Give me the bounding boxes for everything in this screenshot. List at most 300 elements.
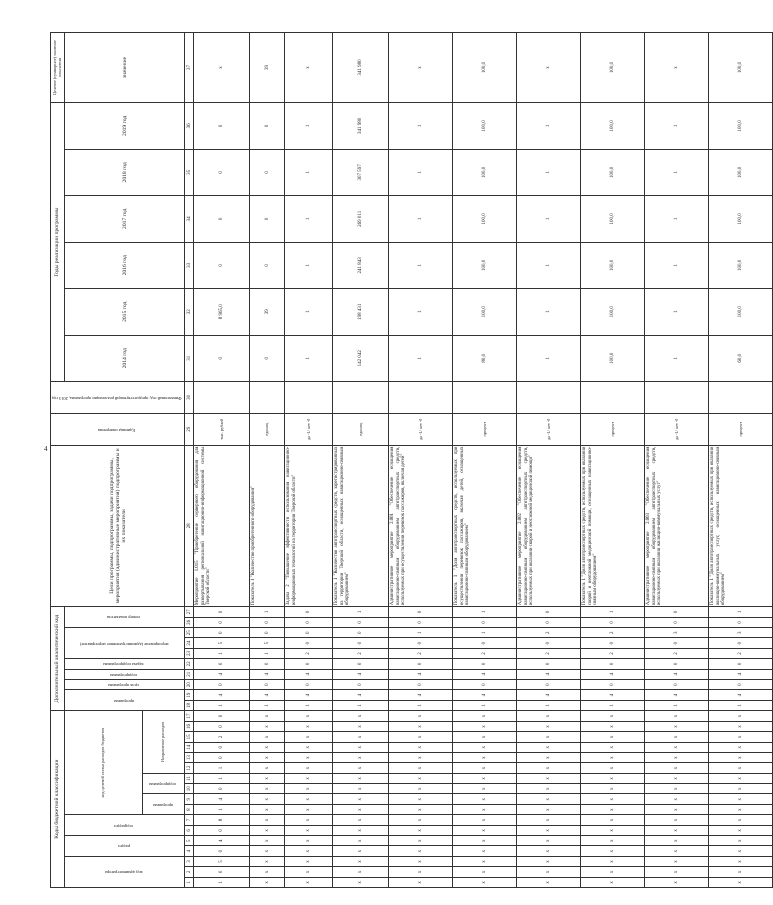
analytic-code-cell: 0 [581,638,645,648]
admin-code-header [65,856,185,887]
analytic-code-cell: 0 [389,617,453,627]
analytic-code-cell: 0 [581,659,645,669]
budget-code-cell: 0 [194,742,250,752]
budget-code-cell: х [645,877,709,887]
unit-header [51,413,185,445]
analytic-code-cell: 0 [250,628,285,638]
budget-code-cell: х [389,836,453,846]
unit-cell: да -1/ нет -0 [517,413,581,445]
budget-code-cell: х [285,752,333,762]
budget-code-cell: х [333,825,389,835]
budget-code-cell: х [453,867,517,877]
budget-code-cell: х [517,794,581,804]
year-value-cell: 100,0 [709,242,773,288]
analytic-code-cell: 0 [517,659,581,669]
column-number: 33 [185,242,194,288]
analytic-code-cell: 1 [517,700,581,710]
budget-code-cell: х [389,804,453,814]
budget-code-cell: х [333,763,389,773]
table-row [581,33,645,888]
target-value-header: Целевое (суммарное) значение показателя [51,33,65,103]
analytic-code-cell: 3 [709,628,773,638]
budget-code-cell: х [581,846,645,856]
year-value-cell: 1 [517,335,581,381]
analytic-code-cell: 4 [517,690,581,700]
column-number: 12 [185,763,194,773]
base-year-cell [389,382,453,414]
column-number: 9 [185,794,194,804]
budget-code-cell: х [581,732,645,742]
budget-code-cell: х [709,732,773,742]
column-number: 18 [185,700,194,710]
analytic-code-cell: 2 [517,628,581,638]
budget-code-cell: х [250,773,285,783]
event-header [65,628,185,659]
budget-code-cell: х [709,815,773,825]
year-value-cell: 1 [645,149,709,195]
budget-code-cell: 0 [194,752,250,762]
analytic-code-cell: 0 [453,638,517,648]
year-value-cell: 39 [250,289,285,335]
year-value-cell: 0 [194,149,250,195]
budget-code-cell: х [389,794,453,804]
analytic-code-cell: 4 [709,690,773,700]
budget-code-cell: х [285,804,333,814]
analytic-code-cell: 0 [389,638,453,648]
budget-code-cell: х [389,711,453,722]
column-number: 2 [185,867,194,877]
analytic-code-cell: 1 [453,700,517,710]
budget-code-cell: х [333,877,389,887]
budget-code-cell: х [453,742,517,752]
description-cell: Показатель 1 "Количество автотранспортных средств, зарегистрированных на территории Тверской области, оснащенных навигационно-связным оборудованием" [333,445,389,607]
budget-code-cell: х [285,836,333,846]
year-value-cell: 1 [517,149,581,195]
table-row [645,33,709,888]
budget-code-cell: х [333,794,389,804]
budget-code-cell: х [333,867,389,877]
budget-code-cell: х [389,763,453,773]
budget-code-cell: х [453,836,517,846]
analytic-code-cell: 1 [285,700,333,710]
year-value-cell: 8 965,0 [194,289,250,335]
year-value-cell: 1 [645,103,709,150]
budget-codes-header: Коды бюджетной классификации [51,711,65,888]
budget-code-cell: х [389,752,453,762]
target-value-cell: х [645,33,709,103]
analytic-code-cell: 0 [453,659,517,669]
budget-code-cell: х [285,773,333,783]
budget-code-cell: х [517,742,581,752]
description-cell: Административное мероприятие 2.002 "Обеспечение оснащения навигационно-связным оборудованием автотранспортных средств, используемых при оказании скорой и неотложной медицинской помощи" [517,445,581,607]
base-year-cell [250,382,285,414]
budget-code-cell: х [285,784,333,794]
budget-code-cell: х [389,846,453,856]
budget-code-cell: х [517,784,581,794]
year-value-cell: 100,0 [453,289,517,335]
column-number: 21 [185,669,194,679]
year-value-cell: 1 [389,103,453,150]
budget-code-cell: 1 [194,773,250,783]
year-value-cell: 341 980 [333,103,389,150]
analytic-code-cell: 1 [333,700,389,710]
analytic-code-cell: 4 [194,669,250,679]
analytic-code-cell: 0 [453,617,517,627]
analytic-code-cell: 0 [285,659,333,669]
column-number: 19 [185,690,194,700]
budget-code-cell: х [517,856,581,866]
analytic-code-cell: 1 [709,607,773,617]
target-value-cell: 100,0 [709,33,773,103]
year-value-cell: 142 042 [333,335,389,381]
analytic-code-cell: 4 [194,690,250,700]
table-row [453,33,517,888]
column-number: 34 [185,196,194,242]
unit-cell: процент [453,413,517,445]
budget-code-cell: х [389,732,453,742]
year-value-cell: 1 [645,289,709,335]
year-value-cell: 100,0 [581,196,645,242]
column-number: 32 [185,289,194,335]
analytic-code-cell: 0 [389,679,453,689]
budget-code-cell: х [333,752,389,762]
analytic-code-cell: 1 [250,607,285,617]
budget-code-cell: х [517,804,581,814]
expense-direction-header: Направление расходов [143,711,185,774]
budget-code-cell: х [285,742,333,752]
section-header [65,836,185,857]
budget-code-cell: х [709,836,773,846]
analytic-code-cell: 1 [453,607,517,617]
budget-code-cell: х [389,867,453,877]
subprogram-subheader [143,773,185,794]
analytic-code-cell: 2 [333,648,389,658]
budget-code-cell: х [250,825,285,835]
year-value-cell: 1 [285,242,333,288]
budget-code-cell: х [285,856,333,866]
budget-code-cell: 4 [194,794,250,804]
base-year-cell [517,382,581,414]
description-cell: Административное мероприятие 2.001 "Обеспечение оснащения навигационно-связным оборудованием автотранспортных средств, используемых при осуществлении перевозок пассажиров, включая детей" [389,445,453,607]
subprogram-task-header-text: задача подпрограммы [103,662,145,668]
year-value-cell: 1 [285,103,333,150]
year-value-cell: 100,0 [581,242,645,288]
year-value-cell: 1 [645,335,709,381]
subsection-header [65,815,185,836]
analytic-code-cell: 4 [581,669,645,679]
budget-code-cell: х [333,784,389,794]
year-value-cell: 1 [517,242,581,288]
column-number: 30 [185,382,194,414]
analytic-code-cell: 1 [333,607,389,617]
table-row [333,33,389,888]
year-value-cell: 0 [194,196,250,242]
budget-code-cell: 0 [194,867,250,877]
budget-code-cell: х [517,732,581,742]
analytic-code-cell: 0 [709,679,773,689]
year-value-cell: 1 [645,196,709,242]
subprogram-subheader-text: подпрограмма [149,782,177,788]
analytic-code-cell: 0 [709,659,773,669]
budget-code-cell: х [645,732,709,742]
financial-year-header-text: Финансовый год, предшествующий реализации программы, 2013 год [52,395,182,401]
budget-code-cell: х [517,815,581,825]
budget-code-cell: х [389,773,453,783]
budget-code-cell: х [453,721,517,731]
budget-code-cell: х [453,815,517,825]
column-number: 17 [185,711,194,722]
budget-code-cell: х [709,752,773,762]
analytic-code-cell: 0 [709,638,773,648]
budget-code-cell: х [333,773,389,783]
analytic-code-cell: 0 [285,638,333,648]
analytic-code-cell: 0 [194,617,250,627]
analytic-code-cell: 5 [194,638,250,648]
analytic-code-cell: 0 [194,607,250,617]
analytic-code-cell: 0 [645,638,709,648]
budget-code-cell: х [581,825,645,835]
analytic-code-cell: 0 [389,659,453,669]
column-number: 29 [185,413,194,445]
year-value-cell: 1 [645,242,709,288]
analytic-code-cell: 4 [333,690,389,700]
budget-code-cell: х [285,794,333,804]
unit-cell: тыс. рублей [194,413,250,445]
budget-code-cell: х [453,825,517,835]
indicator-header [65,607,185,628]
budget-code-cell: х [389,742,453,752]
budget-code-cell: х [250,867,285,877]
analytic-code-cell: 2 [389,648,453,658]
budget-code-cell: х [389,815,453,825]
budget-code-cell: х [453,732,517,742]
analytic-code-cell: 0 [333,628,389,638]
analytic-code-cell: 0 [389,607,453,617]
analytic-code-cell: 1 [389,700,453,710]
analytic-code-cell: 4 [453,669,517,679]
year-value-cell: 1 [389,289,453,335]
budget-code-cell: х [333,721,389,731]
budget-code-cell: х [333,804,389,814]
subprogram-header [65,669,185,679]
year-value-cell: 1 [389,196,453,242]
analytic-code-cell: 2 [709,648,773,658]
unit-cell: процент [709,413,773,445]
analytic-code-cell: 2 [453,648,517,658]
column-number: 15 [185,732,194,742]
budget-code-cell: х [581,856,645,866]
budget-code-cell: х [250,846,285,856]
analytic-code-cell: 4 [389,669,453,679]
year-value-cell: 1 [517,196,581,242]
description-cell: Административное мероприятие 2.003 "Обеспечение оснащения навигационно-связным оборудованием автотранспортных средств, используемых при оказании жилищно-коммунальных услуг" [645,445,709,607]
column-number: 26 [185,617,194,627]
target-value-cell: 100,0 [453,33,517,103]
budget-code-cell: х [581,877,645,887]
budget-code-cell: х [645,815,709,825]
budget-code-cell: х [389,825,453,835]
budget-code-cell: 8 [194,815,250,825]
financial-year-header [51,382,185,414]
description-cell: Показатель 1 "Доля автотранспортных средств, используемых при осуществлении перевозок пассажиров, включая детей, оснащенных навигационно-связным оборудованием" [453,445,517,607]
budget-code-cell: х [645,763,709,773]
year-value-cell: 269 011 [333,196,389,242]
analytic-code-cell: 0 [285,617,333,627]
budget-code-cell: х [709,742,773,752]
column-number: 3 [185,856,194,866]
budget-code-cell: 4 [194,836,250,846]
analytic-code-cell: 4 [453,690,517,700]
year-value-cell: 1 [285,335,333,381]
budget-code-cell: х [453,804,517,814]
year-value-cell: 100,0 [453,103,517,150]
budget-code-cell: х [581,815,645,825]
column-number: 7 [185,815,194,825]
analytic-code-cell: 0 [517,617,581,627]
budget-code-cell: х [250,732,285,742]
year-header: 2015 год [65,289,185,335]
budget-code-cell: х [453,752,517,762]
budget-code-cell: х [645,836,709,846]
target-value-cell: х [285,33,333,103]
budget-code-cell: х [389,856,453,866]
year-value-cell: 100,0 [581,149,645,195]
analytic-code-cell: 2 [581,648,645,658]
budget-code-cell: х [645,867,709,877]
table-row [389,33,453,888]
budget-code-cell: х [453,877,517,887]
year-value-cell: 1 [389,149,453,195]
analytic-code-cell: 0 [333,638,389,648]
analytic-code-cell: 0 [517,679,581,689]
analytic-code-cell: 4 [581,690,645,700]
budget-code-cell: х [645,804,709,814]
column-number: 13 [185,752,194,762]
budget-code-cell: х [581,836,645,846]
analytic-code-cell: 0 [709,617,773,627]
analytic-code-cell: 2 [581,628,645,638]
column-number: 5 [185,836,194,846]
section-header-text: раздел [117,844,130,850]
budget-code-cell: х [250,711,285,722]
budget-code-cell: 0 [194,846,250,856]
budget-code-cell: х [389,877,453,887]
budget-code-cell: х [645,794,709,804]
analytic-code-cell: 0 [581,617,645,627]
year-value-cell: 1 [517,289,581,335]
column-number: 27 [185,607,194,617]
analytic-code-cell: 4 [517,669,581,679]
budget-code-cell: х [333,711,389,722]
table-row [194,33,250,888]
budget-code-cell: х [285,732,333,742]
budget-code-cell: х [709,825,773,835]
budget-code-cell: х [250,742,285,752]
analytic-code-cell: 0 [285,607,333,617]
column-number: 35 [185,149,194,195]
budget-code-cell: х [709,856,773,866]
analytic-code-cell: 1 [389,628,453,638]
budget-code-cell: 1 [194,804,250,814]
analytic-code-cell: 4 [389,690,453,700]
budget-code-cell: х [581,784,645,794]
budget-code-cell: х [285,867,333,877]
program-goal-header [65,679,185,689]
budget-code-cell: х [645,825,709,835]
budget-code-cell: х [517,846,581,856]
analytic-code-cell: 0 [645,607,709,617]
column-number: 31 [185,335,194,381]
analytic-code-cell: 0 [333,659,389,669]
analytic-code-cell: 5 [250,638,285,648]
budget-code-cell: х [250,763,285,773]
column-number: 25 [185,628,194,638]
budget-code-cell: 0 [194,721,250,731]
year-value-cell: 307 597 [333,149,389,195]
description-cell: Задача 2 "Повышение эффективности использования навигационно-информационных технологий на территории Тверской области" [285,445,333,607]
analytic-code-cell: 0 [333,617,389,627]
analytic-code-cell: 4 [709,669,773,679]
analytic-code-cell: 2 [285,648,333,658]
year-value-cell: 1 [389,242,453,288]
analytic-code-cell: 0 [453,679,517,689]
analytic-code-cell: 4 [645,690,709,700]
analytic-code-cell: 2 [645,648,709,658]
column-number: 23 [185,648,194,658]
budget-code-cell: х [709,763,773,773]
year-value-cell: 0 [250,103,285,150]
budget-code-cell: х [581,721,645,731]
analytic-code-cell: 0 [517,638,581,648]
analytic-code-cell: 0 [194,659,250,669]
budget-code-cell: х [709,846,773,856]
budget-code-cell: х [285,721,333,731]
budget-code-cell: х [517,836,581,846]
year-header: 2019 год [65,103,185,150]
budget-code-cell: х [250,877,285,887]
budget-code-cell: х [645,784,709,794]
year-value-cell: 100,0 [581,289,645,335]
base-year-cell [194,382,250,414]
analytic-code-cell: 1 [453,628,517,638]
budget-code-cell: х [389,721,453,731]
budget-code-cell: х [709,877,773,887]
analytic-code-cell: 0 [333,679,389,689]
budget-code-cell: х [250,836,285,846]
budget-code-cell: х [285,846,333,856]
year-value-cell: 80,0 [453,335,517,381]
budget-code-cell: х [581,867,645,877]
budget-code-cell: х [333,742,389,752]
budget-code-cell: х [250,784,285,794]
program-goal-header-text: цель программы [108,683,140,689]
analytic-code-cell: 1 [250,648,285,658]
analytic-code-cell: 0 [581,679,645,689]
budget-code-cell: х [250,752,285,762]
target-value-cell: 39 [250,33,285,103]
additional-code-header: Дополнительный аналитический код [51,607,65,711]
analytic-code-cell: 1 [581,700,645,710]
base-year-cell [645,382,709,414]
year-value-cell: 60,0 [709,335,773,381]
year-value-cell: 0 [250,335,285,381]
analytic-code-cell: 1 [581,607,645,617]
budget-code-cell: 1 [194,763,250,773]
analytic-code-cell: 4 [645,669,709,679]
budget-code-cell: х [453,856,517,866]
budget-code-cell: х [645,856,709,866]
budget-code-cell: х [645,846,709,856]
